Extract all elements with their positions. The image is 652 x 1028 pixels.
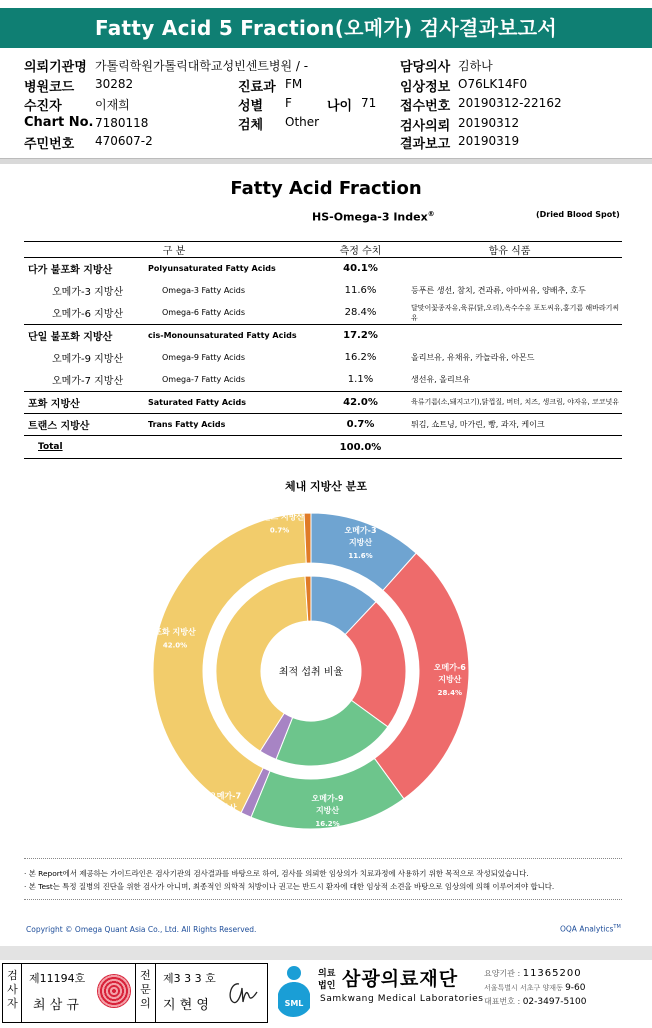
row-en: cis-Monounsaturated Fatty Acids xyxy=(148,331,297,341)
address-value: 9-60 xyxy=(565,983,586,993)
slice-label-line: 16.2% xyxy=(315,820,340,829)
slice-label-line: 트랜스 지방산 xyxy=(255,512,305,522)
row-food: 육류기름(소,돼지고기),닭껍질, 버터, 치즈, 생크림, 야자유, 코코넛유 xyxy=(397,391,622,413)
row-ko: 오메가-7 지방산 xyxy=(24,369,148,391)
row-ko: 단일 불포화 지방산 xyxy=(28,332,113,344)
reviewer-number: 제3 3 3 호 xyxy=(163,972,216,985)
reviewer-label: 전문의 xyxy=(140,969,151,1010)
clinical-value: O76LK14F0 xyxy=(458,77,528,91)
age-value: 71 xyxy=(361,96,377,110)
receipt-label: 접수번호 xyxy=(400,99,451,114)
code-label: 요양기관 : xyxy=(484,969,523,978)
hospital-code-label: 병원코드 xyxy=(24,80,75,95)
registered-mark: ® xyxy=(427,210,435,218)
row-value: 17.2% xyxy=(343,330,378,342)
org-english-name: Samkwang Medical Laboratories xyxy=(320,994,484,1004)
age-label: 나이 xyxy=(327,99,353,114)
slice-label-line: 지방산 xyxy=(213,803,237,813)
row-ko: 오메가-6 지방산 xyxy=(24,302,148,324)
slice-label-line: 지방산 xyxy=(438,674,462,684)
fatty-acid-donut-chart xyxy=(0,490,652,850)
org-prefix-1: 의료 xyxy=(318,969,336,979)
row-en: Omega-3 Fatty Acids xyxy=(162,286,246,296)
slice-label-line: 11.6% xyxy=(348,552,373,561)
report-title: Fatty Acid 5 Fraction(오메가) 검사결과보고서 xyxy=(0,8,652,48)
slice-label-line: 지방산 xyxy=(348,538,373,548)
row-food: 튀김, 쇼트닝, 마가린, 빵, 과자, 케이크 xyxy=(411,420,545,430)
hs-omega-index-title xyxy=(312,210,435,224)
slice-label-line: 포화 지방산 xyxy=(154,627,196,637)
pie-chart-title: 체내 지방산 분포 xyxy=(284,480,368,493)
oqa-analytics xyxy=(560,924,621,934)
institution-label: 의뢰기관명 xyxy=(24,60,87,75)
sex-value: F xyxy=(285,96,292,110)
row-food: 생선유, 올리브유 xyxy=(397,369,622,391)
collector-value: 이재희 xyxy=(95,98,130,112)
tester-number: 제11194호 xyxy=(29,972,86,985)
slice-label xyxy=(208,791,241,826)
tel-value: 02-3497-5100 xyxy=(522,997,587,1007)
signature-box xyxy=(2,963,268,1023)
row-food: 등푸른 생선, 참치, 견과류, 아마씨유, 양배추, 호두 xyxy=(411,286,586,296)
org-address xyxy=(484,983,586,993)
row-ko: 오메가-3 지방산 xyxy=(52,287,124,299)
tel-label: 대표번호 : xyxy=(484,997,523,1006)
row-en: Omega-7 Fatty Acids xyxy=(148,369,324,391)
row-value: 0.7% xyxy=(346,419,375,431)
slice-label xyxy=(311,793,345,828)
table-row xyxy=(24,324,622,346)
slice-label xyxy=(433,662,467,697)
table-row xyxy=(24,280,622,302)
note-line-2: · 본 Test는 특정 질병의 진단을 위한 검사가 아니며, 최종적인 의학적 처방이나 권고는 반드시 환자에 대한 임상적 소견을 바탕으로 임상의에 의해 이루어져야 합니다. xyxy=(24,882,555,891)
org-prefix-2: 법인 xyxy=(318,981,336,991)
slice-label-line: 오메가-7 xyxy=(208,791,242,801)
row-en: Saturated Fatty Acids xyxy=(148,391,324,413)
row-ko: 다가 불포화 지방산 xyxy=(28,265,113,277)
row-ko: Total xyxy=(24,436,148,458)
col-header-value: 측정 수치 xyxy=(324,242,397,258)
signature-icon xyxy=(225,978,259,1008)
logo-text: SML xyxy=(284,999,304,1008)
table-row-total xyxy=(24,436,622,458)
table-header xyxy=(24,242,622,258)
sex-label: 성별 xyxy=(238,99,264,114)
table-row xyxy=(24,414,622,436)
specimen-label: 검체 xyxy=(238,118,264,133)
footer xyxy=(0,962,652,1026)
row-value: 28.4% xyxy=(324,302,397,324)
row-en: Omega-6 Fatty Acids xyxy=(148,302,324,324)
slice-label-line: 지방산 xyxy=(315,806,340,816)
slice-label-line: 1.1% xyxy=(215,817,235,826)
request-label: 검사의뢰 xyxy=(400,119,451,134)
report-notes xyxy=(24,858,622,900)
request-value: 20190312 xyxy=(458,116,520,130)
report-date-label: 결과보고 xyxy=(400,137,451,152)
row-food: 올리브유, 유채유, 카놀라유, 아몬드 xyxy=(411,353,535,363)
institution-value: 가톨릭학원가톨릭대학교성빈센트병원 / - xyxy=(95,59,309,73)
row-value: 42.0% xyxy=(324,391,397,413)
row-food xyxy=(397,324,622,346)
row-en: Omega-9 Fatty Acids xyxy=(162,353,246,363)
row-en: Polyunsaturated Fatty Acids xyxy=(148,264,276,274)
slice-label-line: 오메가-9 xyxy=(311,794,344,804)
resident-label: 주민번호 xyxy=(24,137,75,152)
address-label: 서울특별시 서초구 양재동 xyxy=(484,984,566,992)
doctor-value: 김하나 xyxy=(458,59,493,73)
index-title-text: HS-Omega-3 Index xyxy=(312,210,428,224)
reviewer-name: 지 현 영 xyxy=(163,998,209,1013)
org-name: 삼광의료재단 xyxy=(342,968,459,990)
chart-label: Chart No. xyxy=(24,115,94,130)
collector-label: 수진자 xyxy=(24,99,62,114)
chart-value: 7180118 xyxy=(95,116,149,130)
table-row xyxy=(24,369,622,391)
specimen-note: (Dried Blood Spot) xyxy=(536,210,620,219)
doctor-label: 담당의사 xyxy=(400,60,451,75)
section-divider xyxy=(0,158,652,164)
col-header-food: 함유 식품 xyxy=(397,242,622,258)
receipt-value: 20190312-22162 xyxy=(458,96,562,110)
specimen-value: Other xyxy=(285,115,320,129)
oqa-text: OQA Analytics xyxy=(560,924,614,934)
row-ko: 트랜스 지방산 xyxy=(28,421,90,433)
row-value: 40.1% xyxy=(343,263,378,275)
row-value: 100.0% xyxy=(324,436,397,458)
official-seal xyxy=(97,974,131,1008)
slice-label-line: 42.0% xyxy=(162,641,188,650)
resident-value: 470607-2 xyxy=(95,134,153,148)
row-value: 16.2% xyxy=(344,352,377,364)
row-ko: 포화 지방산 xyxy=(24,391,148,413)
row-food xyxy=(397,258,622,280)
patient-info xyxy=(0,48,652,156)
sml-logo-icon xyxy=(272,964,314,1022)
row-en: Trans Fatty Acids xyxy=(148,420,226,430)
hospital-code-value: 30282 xyxy=(95,77,134,91)
fatty-acid-table xyxy=(24,241,622,459)
org-code xyxy=(484,968,582,979)
row-food: 달맞이꽃종자유,육류(닭,오리),옥수수유 포도씨유,홍기름 해바라기씨유 xyxy=(397,302,622,324)
row-value: 11.6% xyxy=(344,285,377,297)
center-label: 최적 섭취 비율 xyxy=(278,667,344,678)
copyright: Copyright © Omega Quant Asia Co., Ltd. All Rights Reserved. xyxy=(26,925,257,934)
row-food xyxy=(397,436,622,458)
note-line-1: · 본 Report에서 제공하는 가이드라인은 검사기관의 검사결과를 바탕으로 하여, 검사를 의뢰한 임상의가 치료과정에 사용하기 위한 목적으로 작성되었습니다. xyxy=(24,869,529,878)
footer-divider xyxy=(0,946,652,960)
slice-label-line: 오메가-6 xyxy=(433,662,466,672)
row-en xyxy=(148,436,324,458)
tester-name: 최 삼 규 xyxy=(33,998,79,1013)
tester-label: 검사자 xyxy=(7,969,18,1010)
col-header-category: 구 분 xyxy=(24,242,324,258)
org-prefix xyxy=(318,968,335,992)
department-label: 진료과 xyxy=(238,80,276,95)
row-value: 1.1% xyxy=(324,369,397,391)
row-ko: 오메가-9 지방산 xyxy=(52,354,124,366)
code-value: 11365200 xyxy=(522,968,582,979)
table-row xyxy=(24,258,622,280)
slice-label xyxy=(344,525,377,560)
report-date-value: 20190319 xyxy=(458,134,520,148)
slice-label-line: 오메가-3 xyxy=(344,526,377,536)
trademark: TM xyxy=(613,924,621,930)
department-value: FM xyxy=(285,77,303,91)
slice-label-line: 28.4% xyxy=(437,688,462,697)
clinical-label: 임상정보 xyxy=(400,80,451,95)
slice-label-line: 0.7% xyxy=(269,526,290,535)
fatty-acid-title: Fatty Acid Fraction xyxy=(230,178,422,199)
org-tel xyxy=(484,996,586,1007)
table-row xyxy=(24,347,622,369)
table-row xyxy=(24,302,622,324)
table-row xyxy=(24,391,622,413)
